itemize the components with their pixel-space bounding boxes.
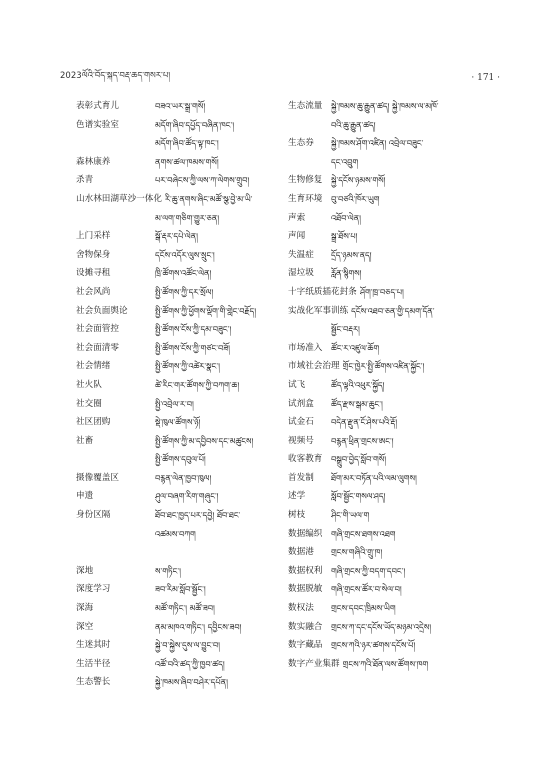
tibetan-term: གཞི་གྲངས་ཐགས་འཐག <box>331 528 396 539</box>
tibetan-term: མདོག་ཞིབ་དཔྱོད་བཞིན་ཁང་། <box>155 119 235 130</box>
glossary-entry <box>76 376 280 395</box>
glossary-entry <box>288 320 500 339</box>
glossary-entry <box>76 339 280 358</box>
chinese-term: 舍物保身 <box>76 249 111 260</box>
tibetan-term: ཟབ་རིམ་སློབ་སྦྱོང་། <box>155 584 206 595</box>
glossary-entry <box>76 580 280 599</box>
glossary-entry <box>76 171 280 190</box>
page-number: · 171 · <box>471 73 500 83</box>
tibetan-term: གྲངས་དབང་ཁྲིམས་ཡིག <box>331 603 396 614</box>
chinese-term: 生迷其时 <box>76 640 111 651</box>
tibetan-term: དངོས་འདོར་ལུས་སྲུང་། <box>155 249 215 260</box>
tibetan-term: སྤྱི་ཚོགས་ཀྱི་དར་སྲོལ། <box>155 286 214 297</box>
glossary-entry <box>288 153 500 172</box>
running-title: 2023ལོའི་བོད་སྐད་བརྡ་ཆད་གསར་པ། <box>60 70 171 81</box>
tibetan-term: སྤྱི་འབྲེལ་ར་བ། <box>155 398 194 409</box>
tibetan-term: བདེན་རྫུན་ངོ་ཤེས་པའི་རྡོ། <box>331 417 398 428</box>
chinese-term: 社会面管控 <box>76 324 119 335</box>
tibetan-term: སྒྲ་ཐོས་པ། <box>331 231 358 242</box>
glossary-entry <box>288 506 500 525</box>
glossary-entry <box>76 302 280 321</box>
tibetan-term: ནགས་ཚལ་ཁམས་གསོ། <box>155 156 219 167</box>
chinese-term: 数据权利 <box>288 565 323 576</box>
chinese-term: 深空 <box>76 621 94 632</box>
chinese-term: 森林康养 <box>76 156 111 167</box>
glossary-entry <box>76 469 280 488</box>
tibetan-term: བསྒྲུབ་བྱེད་སློབ་གསོ། <box>331 454 387 465</box>
chinese-term: 述学 <box>288 491 306 502</box>
chinese-term: 数据脱敏 <box>288 584 323 595</box>
glossary-entry <box>76 543 280 562</box>
tibetan-term: སྤྱི་ཚོགས་ངོས་ཀྱི་དམ་བཟུང་། <box>155 324 232 335</box>
chinese-term: 声索 <box>288 212 306 223</box>
tibetan-term: སྦྱོང་བརྡར། <box>331 324 360 335</box>
glossary-entry <box>288 655 500 674</box>
glossary-entry <box>76 636 280 655</box>
glossary-entry <box>76 599 280 618</box>
chinese-term: 社畜 <box>76 435 94 446</box>
chinese-term: 数权法 <box>288 603 314 614</box>
glossary-entry <box>288 227 500 246</box>
glossary-entry <box>76 432 280 451</box>
chinese-term: 生态券 <box>288 138 314 149</box>
glossary-entry <box>288 432 500 451</box>
chinese-term: 湿垃圾 <box>288 268 314 279</box>
glossary-entry <box>288 302 500 321</box>
chinese-term: 社会情绪 <box>76 361 111 372</box>
chinese-term: 数字产业集群 <box>288 658 340 669</box>
tibetan-term: རི་ཆུ་ནགས་ཞིང་མཚོ་སྩ་བྱེ་མ་ཡི་ <box>164 193 253 204</box>
chinese-term: 社会面清零 <box>76 342 119 353</box>
chinese-term: 山水林田湖草沙一体化 <box>76 193 162 204</box>
chinese-term: 社会负面舆论 <box>76 305 128 316</box>
chinese-term: 色谱实验室 <box>76 119 119 130</box>
glossary-entry <box>288 116 500 135</box>
tibetan-term: གྲངས་ཀའི་ཐོན་ལས་ཚོགས་ཁག <box>342 658 429 669</box>
chinese-term: 实战化军事训练 <box>288 305 349 316</box>
glossary-entry <box>76 618 280 637</box>
glossary-entry <box>76 655 280 674</box>
glossary-entry <box>288 283 500 302</box>
tibetan-term: སྒོ་རྡར་དཔེ་ལེན། <box>155 231 198 242</box>
chinese-term: 深度学习 <box>76 584 111 595</box>
page-header <box>60 70 500 86</box>
glossary-entry <box>76 487 280 506</box>
chinese-term: 生活半径 <box>76 658 111 669</box>
tibetan-term: བརྙན་ཕྲིན་གྲངས་ཨང་། <box>331 435 394 446</box>
tibetan-term: འཚམས་བཀག <box>155 528 196 539</box>
glossary-entry <box>288 525 500 544</box>
chinese-term: 表彰式育儿 <box>76 101 119 111</box>
tibetan-term: མདོག་ཞིབ་ཚོད་ལྟ་ཁང་། <box>155 138 219 149</box>
tibetan-term: དངོས་འཐབ་ཅན་གྱི་དམག་དོན་ <box>351 305 435 316</box>
chinese-term: 深海 <box>76 603 94 614</box>
chinese-term: 首发制 <box>288 472 314 483</box>
tibetan-term: བུ་བཙའི་ཁོར་ཡུག <box>331 193 380 204</box>
glossary-entry <box>76 246 280 265</box>
tibetan-term: སྤྱི་ཚོགས་ཀྱི་ཕྱོགས་ལྡོག་གི་གླེང་བརྗོད། <box>155 305 257 316</box>
chinese-term: 十字纸质插花封条 <box>288 286 357 297</box>
chinese-term: 社会风尚 <box>76 286 111 297</box>
chinese-term: 生育环境 <box>288 193 323 204</box>
glossary-entry <box>76 116 280 135</box>
tibetan-term: མ་ལག་གཅིག་གྱུར་ཅན། <box>155 212 220 223</box>
glossary-entry <box>76 525 280 544</box>
left-column <box>76 97 280 692</box>
tibetan-term: ཤིང་གི་ཡལ་ག <box>331 510 370 521</box>
glossary-entry <box>288 357 500 376</box>
tibetan-term: ཚོད་ལྟའི་འཕུར་སྐྱོད། <box>331 379 385 390</box>
glossary-entry <box>76 209 280 228</box>
chinese-term: 申遗 <box>76 491 94 502</box>
tibetan-term: སྐྱེ་དངོས་ཉམས་གསོ། <box>331 175 386 186</box>
tibetan-term: སྐྱེ་བ་སྐྱེས་དུས་ལ་བྱུང་བ། <box>155 640 220 651</box>
chinese-term: 树枝 <box>288 510 306 521</box>
tibetan-term: འཚོ་བའི་ཚད་ཀྱི་ཁྱབ་ཚད། <box>155 658 225 669</box>
tibetan-term: འཐོབ་ལེན། <box>331 212 361 223</box>
tibetan-term: ནམ་མཁའ་གཏིང་། དབྱིངས་ཟབ། <box>155 621 242 632</box>
chinese-term: 收客教育 <box>288 454 323 465</box>
tibetan-term: སྐྱེ་ཁམས་ཤོག་འཛིན། འབྲེལ་བཟུང་ <box>331 138 424 149</box>
chinese-term: 市域社会治理 <box>288 361 340 372</box>
chinese-term: 数据编织 <box>288 528 323 539</box>
tibetan-term: ས་གཏིང་། <box>155 565 181 576</box>
chinese-term: 杀青 <box>76 175 94 186</box>
tibetan-term: སློབ་སྦྱོང་གསལ་ཤད། <box>331 491 386 502</box>
chinese-term: 市场准入 <box>288 342 323 353</box>
glossary-entry <box>288 171 500 190</box>
glossary-entry <box>288 487 500 506</box>
tibetan-term: གྲངས་ཀའི་ཉར་ཚགས་དངོས་པོ། <box>331 640 416 651</box>
tibetan-term: ཤུལ་བཞག་རིག་གཞུང་། <box>155 491 219 502</box>
tibetan-term: སྤྱི་ཚོགས་ཀྱི་འཚེར་སྣང་། <box>155 361 220 372</box>
tibetan-term: དྲོད་ཉམས་ནད། <box>331 249 372 260</box>
chinese-term: 生物修复 <box>288 175 323 186</box>
glossary-entry <box>288 97 500 116</box>
glossary-entry <box>288 264 500 283</box>
tibetan-term: གཞི་གྲངས་ཀྱི་བདག་དབང་། <box>331 565 406 576</box>
chinese-term: 身份区隔 <box>76 510 111 521</box>
glossary-entry <box>76 134 280 153</box>
glossary-entry <box>76 264 280 283</box>
tibetan-term: སྤྱི་ཚོགས་ཀྱི་མ་དབྱིབས་དང་མཚུངས། <box>155 435 254 446</box>
glossary-entry <box>288 469 500 488</box>
glossary-entry <box>288 599 500 618</box>
tibetan-term: པར་བཞེངས་ཀྱི་ལས་ཀ་ལེགས་གྲུབ། <box>155 175 250 186</box>
glossary-entry <box>76 506 280 525</box>
chinese-term: 设摊寻租 <box>76 268 111 279</box>
glossary-entry <box>76 283 280 302</box>
tibetan-term: དང་འབྲུག <box>331 156 359 167</box>
glossary-entry <box>76 562 280 581</box>
glossary-entry <box>288 190 500 209</box>
glossary-entry <box>288 339 500 358</box>
glossary-entry <box>288 636 500 655</box>
tibetan-term: གྲངས་ཀ་དང་དངོས་ཡོད་མཉམ་འདྲེས། <box>331 621 432 632</box>
tibetan-term: གྲོང་ཁྱེར་སྤྱི་ཚོགས་འཛིན་སྐྱོང་། <box>342 361 425 372</box>
right-column <box>288 97 500 692</box>
glossary-entry <box>288 413 500 432</box>
chinese-term: 社火队 <box>76 379 102 390</box>
glossary-entry <box>288 376 500 395</box>
glossary-entry <box>76 190 280 209</box>
glossary-columns <box>76 97 500 692</box>
chinese-term: 数据港 <box>288 547 314 558</box>
tibetan-term: ཐོག་མར་བཏོན་པའི་ལམ་ལུགས། <box>331 472 417 483</box>
glossary-entry <box>76 153 280 172</box>
chinese-term: 生态流量 <box>288 101 323 111</box>
tibetan-term: གཞི་གྲངས་ཚོར་བ་སེལ་བ། <box>331 584 402 595</box>
tibetan-term: ཤོག་ཁྲ་བཅད་པ། <box>359 286 404 297</box>
chinese-term: 上门采样 <box>76 231 111 242</box>
chinese-term: 数字藏品 <box>288 640 323 651</box>
glossary-entry <box>76 227 280 246</box>
glossary-entry <box>288 395 500 414</box>
glossary-entry <box>288 209 500 228</box>
chinese-term: 视频号 <box>288 435 314 446</box>
tibetan-term: སྤྱི་ཚོགས་དབུལ་པོ། <box>155 454 206 465</box>
tibetan-term: ཚོད་རྫས་སྒམ་ཆུང་། <box>331 398 383 409</box>
tibetan-term: ཁྲི་ཚོགས་འཚོང་ལེན། <box>155 268 212 279</box>
chinese-term: 声闻 <box>288 231 306 242</box>
glossary-entry <box>288 562 500 581</box>
chinese-term: 试飞 <box>288 379 306 390</box>
tibetan-term: ཚེ་རིང་གར་ཚོགས་ཀྱི་བཀག་ཆ། <box>155 379 240 390</box>
tibetan-term: སྐྱེ་ཁམས་ཆུ་རྒྱུན་ཚད། སྐྱེ་ཁམས་ལ་མཁོ་ <box>331 101 439 111</box>
chinese-term: 试剂盒 <box>288 398 314 409</box>
chinese-term: 失温症 <box>288 249 314 260</box>
glossary-entry <box>76 357 280 376</box>
tibetan-term: ཚོང་ར་འཛུལ་ཆོག <box>331 342 380 353</box>
chinese-term: 摄像覆盖区 <box>76 472 119 483</box>
glossary-entry <box>76 673 280 692</box>
glossary-entry <box>288 450 500 469</box>
chinese-term: 社交圈 <box>76 398 102 409</box>
chinese-term: 生态警长 <box>76 677 111 688</box>
tibetan-term: གྲངས་གཞིའི་གྲུ་ཁ། <box>331 547 383 558</box>
glossary-entry <box>76 97 280 116</box>
tibetan-term: སྡེ་ཁུལ་ཚོགས་ཉོ། <box>155 417 201 428</box>
glossary-entry <box>288 618 500 637</box>
glossary-entry <box>288 543 500 562</box>
tibetan-term: བརྙན་ལེན་ཁྱབ་ཁུལ། <box>155 472 212 483</box>
tibetan-term: མཚོ་གཏིང་། མཚོ་ཟབ། <box>155 603 215 614</box>
chinese-term: 社区团购 <box>76 417 111 428</box>
tibetan-term: ཐོབ་ཐང་ཁྱད་པར་དབྱེ། ཐོབ་ཐང་ <box>155 510 241 521</box>
glossary-entry <box>76 450 280 469</box>
glossary-entry <box>76 395 280 414</box>
chinese-term: 数实融合 <box>288 621 323 632</box>
glossary-entry <box>288 134 500 153</box>
glossary-entry <box>288 246 500 265</box>
glossary-entry <box>288 580 500 599</box>
tibetan-term: བའི་ཆུ་རྒྱུན་ཚད། <box>331 119 376 130</box>
glossary-entry <box>76 413 280 432</box>
tibetan-term: སྐྱེ་ཁམས་ཞིབ་བཤེར་དཔོན། <box>155 677 228 688</box>
tibetan-term: བཟའ་ཡར་སྒྲ་གསོ། <box>155 101 206 111</box>
chinese-term: 试金石 <box>288 417 314 428</box>
tibetan-term: སྤྱི་ཚོགས་ངོས་ཀྱི་གཙང་བཟོ། <box>155 342 230 353</box>
glossary-entry <box>76 320 280 339</box>
tibetan-term: རློན་སྙིགས། <box>331 268 362 279</box>
chinese-term: 深地 <box>76 565 94 576</box>
